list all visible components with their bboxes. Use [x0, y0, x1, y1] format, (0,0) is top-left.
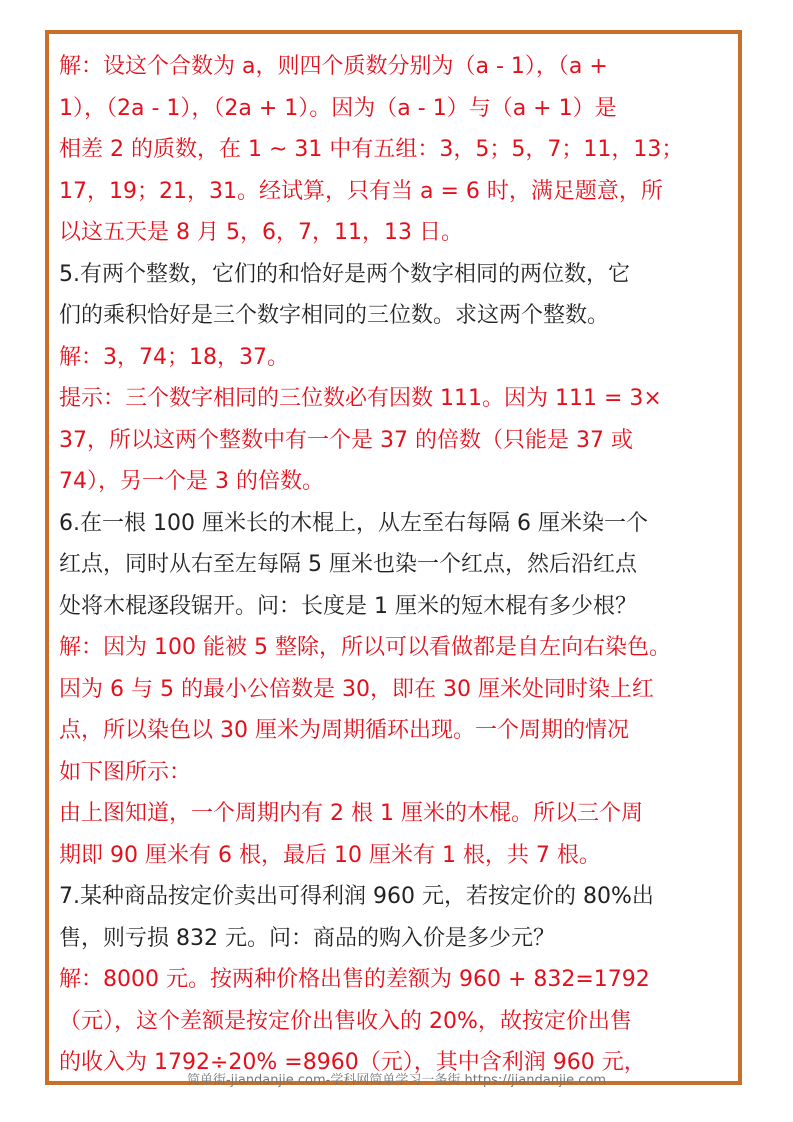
text-line: 的收入为 1792÷20% =8960（元），其中含利润 960 元，	[59, 1050, 646, 1075]
text-line: 处将木棍逐段锯开。问：长度是 1 厘米的短木棍有多少根？	[59, 593, 637, 619]
text-line: 37，所以这两个整数中有一个是 37 的倍数（只能是 37 或	[59, 427, 633, 453]
text-line: 解：3，74；18，37。	[59, 344, 289, 370]
page-border	[45, 30, 742, 1085]
text-line: 红点，同时从右至左每隔 5 厘米也染一个红点，然后沿红点	[59, 552, 637, 577]
text-line: 6.在一根 100 厘米长的木棍上，从左至右每隔 6 厘米染一个	[59, 510, 648, 536]
text-line: 17，19；21，31。经试算，只有当 a = 6 时，满足题意，所	[59, 178, 663, 204]
text-line: 解：8000 元。按两种价格出售的差额为 960 + 832=1792	[59, 967, 650, 992]
text-line: 如下图所示：	[59, 759, 192, 785]
text-line: 期即 90 厘米有 6 根，最后 10 厘米有 1 根，共 7 根。	[59, 842, 601, 868]
text-line: 以这五天是 8 月 5，6，7，11，13 日。	[59, 220, 463, 245]
text-line: 由上图知道，一个周期内有 2 根 1 厘米的木棍。所以三个周	[59, 801, 643, 826]
text-line: 74），另一个是 3 的倍数。	[59, 469, 324, 494]
text-line: 因为 6 与 5 的最小公倍数是 30，即在 30 厘米处同时染上红	[59, 676, 654, 702]
text-line: 7.某种商品按定价卖出可得利润 960 元，若按定价的 80%出	[59, 884, 654, 909]
text-line: 1），（2a - 1），（2a + 1）。因为（a - 1）与（a + 1）是	[59, 95, 617, 121]
text-line: 提示：三个数字相同的三位数必有因数 111。因为 111 = 3×	[59, 386, 662, 411]
text-line: 解：因为 100 能被 5 整除，所以可以看做都是自左向右染色。	[59, 635, 671, 660]
text-line: （元），这个差额是按定价出售收入的 20%，故按定价出售	[59, 1008, 632, 1034]
text-line: 售，则亏损 832 元。问：商品的购入价是多少元？	[59, 925, 555, 951]
text-line: 们的乘积恰好是三个数字相同的三位数。求这两个整数。	[59, 303, 610, 328]
footer-watermark: 简单街-jiandanjie.com-学科网简单学习一条街 https://jiandanjie.com	[186, 1073, 607, 1088]
document-body	[59, 46, 739, 1084]
text-line: 相差 2 的质数，在 1 ~ 31 中有五组：3，5；5，7；11，13；	[59, 137, 684, 162]
text-line: 点，所以染色以 30 厘米为周期循环出现。一个周期的情况	[59, 718, 629, 743]
text-line: 解：设这个合数为 a，则四个质数分别为（a - 1），（a +	[59, 54, 608, 79]
text-line: 5.有两个整数，它们的和恰好是两个数字相同的两位数，它	[59, 261, 630, 287]
